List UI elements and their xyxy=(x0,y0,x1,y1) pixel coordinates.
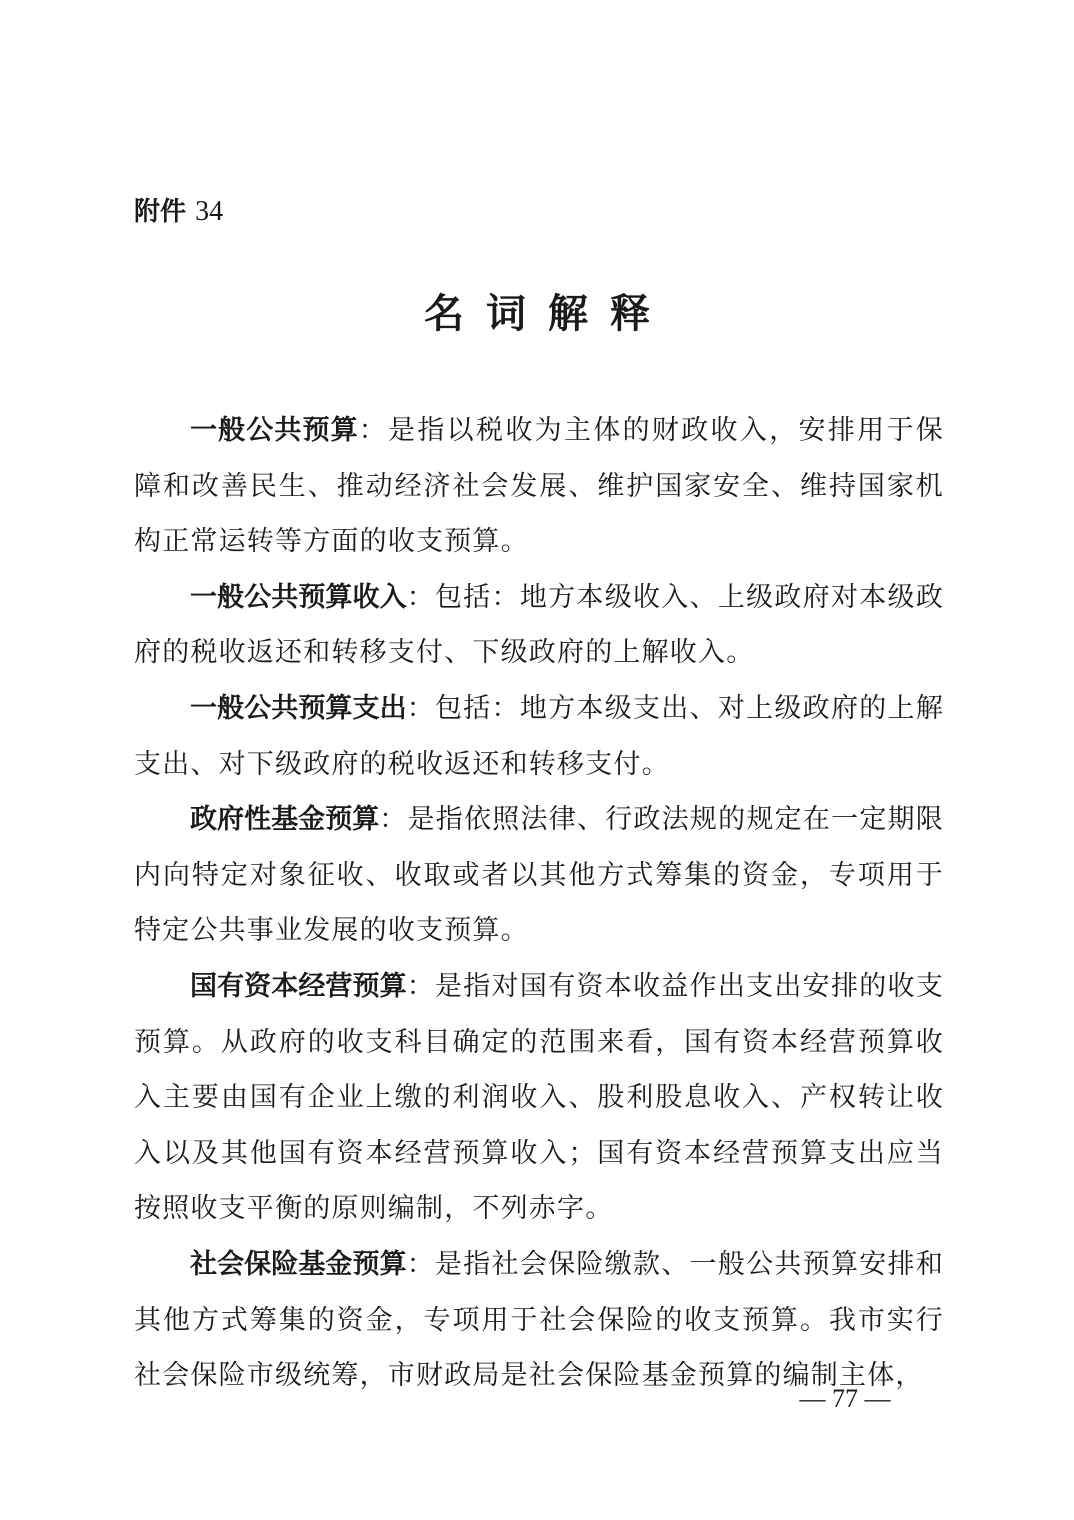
entry-text: 是指社会保险缴款、一般公共预算安排和其他方式筹集的资金，专项用于社会保险的收支预算。我市实行社会保险市级统筹，市财政局是社会保险基金预算的编制主体， xyxy=(134,1248,945,1392)
entry-paragraph xyxy=(134,1237,944,1404)
entry-term: 一般公共预算收入 xyxy=(190,581,407,613)
attachment-number: 34 xyxy=(195,196,224,227)
entry-text: 包括：地方本级收入、上级政府对本级政府的税收返还和转移支付、下级政府的上解收入。 xyxy=(134,581,945,669)
entry-paragraph xyxy=(134,403,944,570)
entry-paragraph xyxy=(134,792,944,959)
entry-term: 政府性基金预算 xyxy=(190,804,380,836)
entry-term: 一般公共预算支出 xyxy=(190,692,407,724)
page-number: — 77 — xyxy=(799,1384,891,1413)
entry-paragraph xyxy=(134,570,944,681)
entry-separator: ： xyxy=(406,692,435,724)
entry-separator: ： xyxy=(406,970,435,1002)
attachment-label xyxy=(134,192,223,232)
entry-separator: ： xyxy=(406,1248,435,1280)
document-body xyxy=(134,403,944,1404)
entry-term: 社会保险基金预算 xyxy=(190,1248,407,1280)
entry-paragraph xyxy=(134,681,944,792)
entry-paragraph xyxy=(134,959,944,1237)
page-title: 名词解释 xyxy=(424,291,672,337)
entry-separator: ： xyxy=(406,581,435,613)
entry-text: 是指依照法律、行政法规的规定在一定期限内向特定对象征收、收取或者以其他方式筹集的资金，专项用于特定公共事业发展的收支预算。 xyxy=(134,804,944,947)
entry-text: 包括：地方本级支出、对上级政府的上解支出、对下级政府的税收返还和转移支付。 xyxy=(134,692,945,780)
entry-separator: ： xyxy=(379,804,408,836)
entry-text: 是指以税收为主体的财政收入，安排用于保障和改善民生、推动经济社会发展、维护国家安全、维持国家机构正常运转等方面的收支预算。 xyxy=(134,415,944,558)
entry-term: 一般公共预算 xyxy=(190,415,359,446)
attachment-prefix: 附件 xyxy=(134,197,187,227)
entry-term: 国有资本经营预算 xyxy=(190,970,407,1002)
entry-separator: ： xyxy=(358,415,389,446)
entry-text: 是指对国有资本收益作出支出安排的收支预算。从政府的收支科目确定的范围来看，国有资本经营预算收入主要由国有企业上缴的利润收入、股利股息收入、产权转让收入以及其他国有资本经营预算收入；国有资本经营预算支出应当按照收支平衡的原则编制，不列赤字。 xyxy=(134,970,945,1225)
